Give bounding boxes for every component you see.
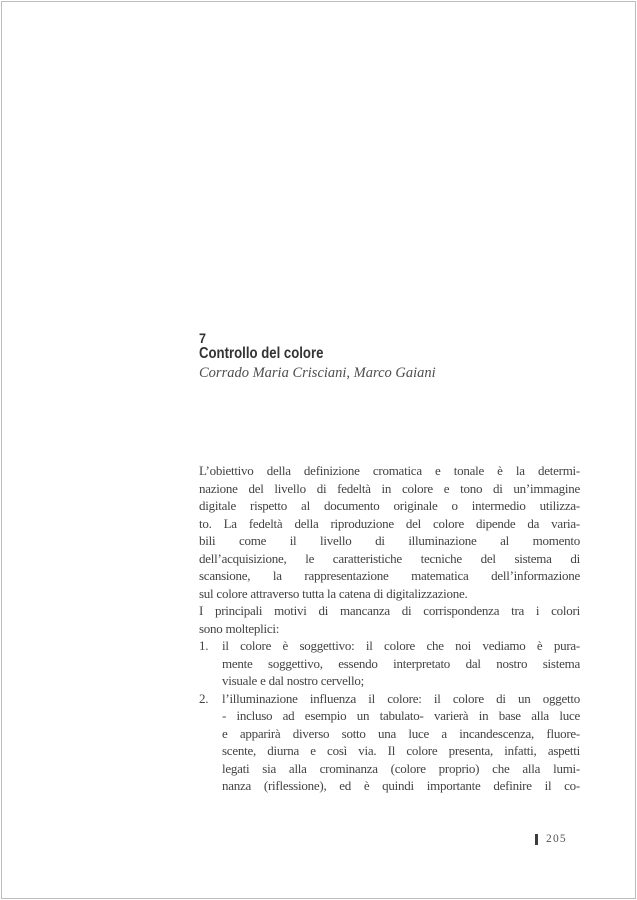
paragraph bbox=[199, 602, 580, 637]
paragraph bbox=[199, 462, 580, 602]
text-line: scente, diurna e così via. Il colore presenta, infatti, aspetti bbox=[222, 743, 580, 758]
list-item bbox=[199, 637, 580, 690]
text-line: dell’acquisizione, le caratteristiche tecniche del sistema di bbox=[199, 550, 580, 566]
list-marker: 2. bbox=[199, 690, 209, 706]
text-line: nanza (riflessione), ed è quindi importante definire il co- bbox=[222, 778, 580, 793]
text-line: scansione, la rappresentazione matematica dell’informazione bbox=[199, 568, 580, 583]
body-text bbox=[199, 462, 580, 795]
text-line: sono molteplici: bbox=[199, 620, 280, 636]
text-line: legati sia alla crominanza (colore proprio) che alla lumi- bbox=[222, 760, 580, 776]
list-marker: 1. bbox=[199, 638, 209, 653]
list-item bbox=[199, 690, 580, 795]
text-line: e apparirà diverso sotto una luce a incandescenza, fluore- bbox=[222, 725, 580, 741]
page-number: 205 bbox=[546, 833, 567, 845]
text-line: sul colore attraverso tutta la catena di digitalizzazione. bbox=[199, 585, 468, 601]
text-line: visuale e dal nostro cervello; bbox=[222, 673, 364, 688]
text-line: I principali motivi di mancanza di corrispondenza tra i colori bbox=[199, 603, 580, 618]
chapter-authors: Corrado Maria Crisciani, Marco Gaiani bbox=[199, 365, 436, 381]
text-line: l’illuminazione influenza il colore: il colore di un oggetto bbox=[222, 690, 580, 706]
text-line: digitale rispetto al documento originale o intermedio utilizza- bbox=[199, 498, 580, 513]
text-line: - incluso ad esempio un tabulato- varierà in base alla luce bbox=[222, 708, 580, 723]
text-line: il colore è soggettivo: il colore che noi vediamo è pura- bbox=[222, 638, 580, 653]
text-line: to. La fedeltà della riproduzione del colore dipende da varia- bbox=[199, 515, 580, 531]
text-line: L’obiettivo della definizione cromatica e tonale è la determi- bbox=[199, 463, 580, 478]
text-line: nazione del livello di fedeltà in colore e tono di un’immagine bbox=[199, 480, 580, 496]
text-line: mente soggettivo, essendo interpretato dal nostro sistema bbox=[222, 655, 580, 671]
chapter-title: Controllo del colore bbox=[199, 345, 324, 362]
book-page bbox=[1, 1, 636, 899]
chapter-number: 7 bbox=[199, 330, 207, 346]
text-line: bili come il livello di illuminazione al momento bbox=[199, 533, 580, 548]
footer-rule bbox=[535, 834, 538, 845]
page-footer bbox=[535, 833, 567, 845]
